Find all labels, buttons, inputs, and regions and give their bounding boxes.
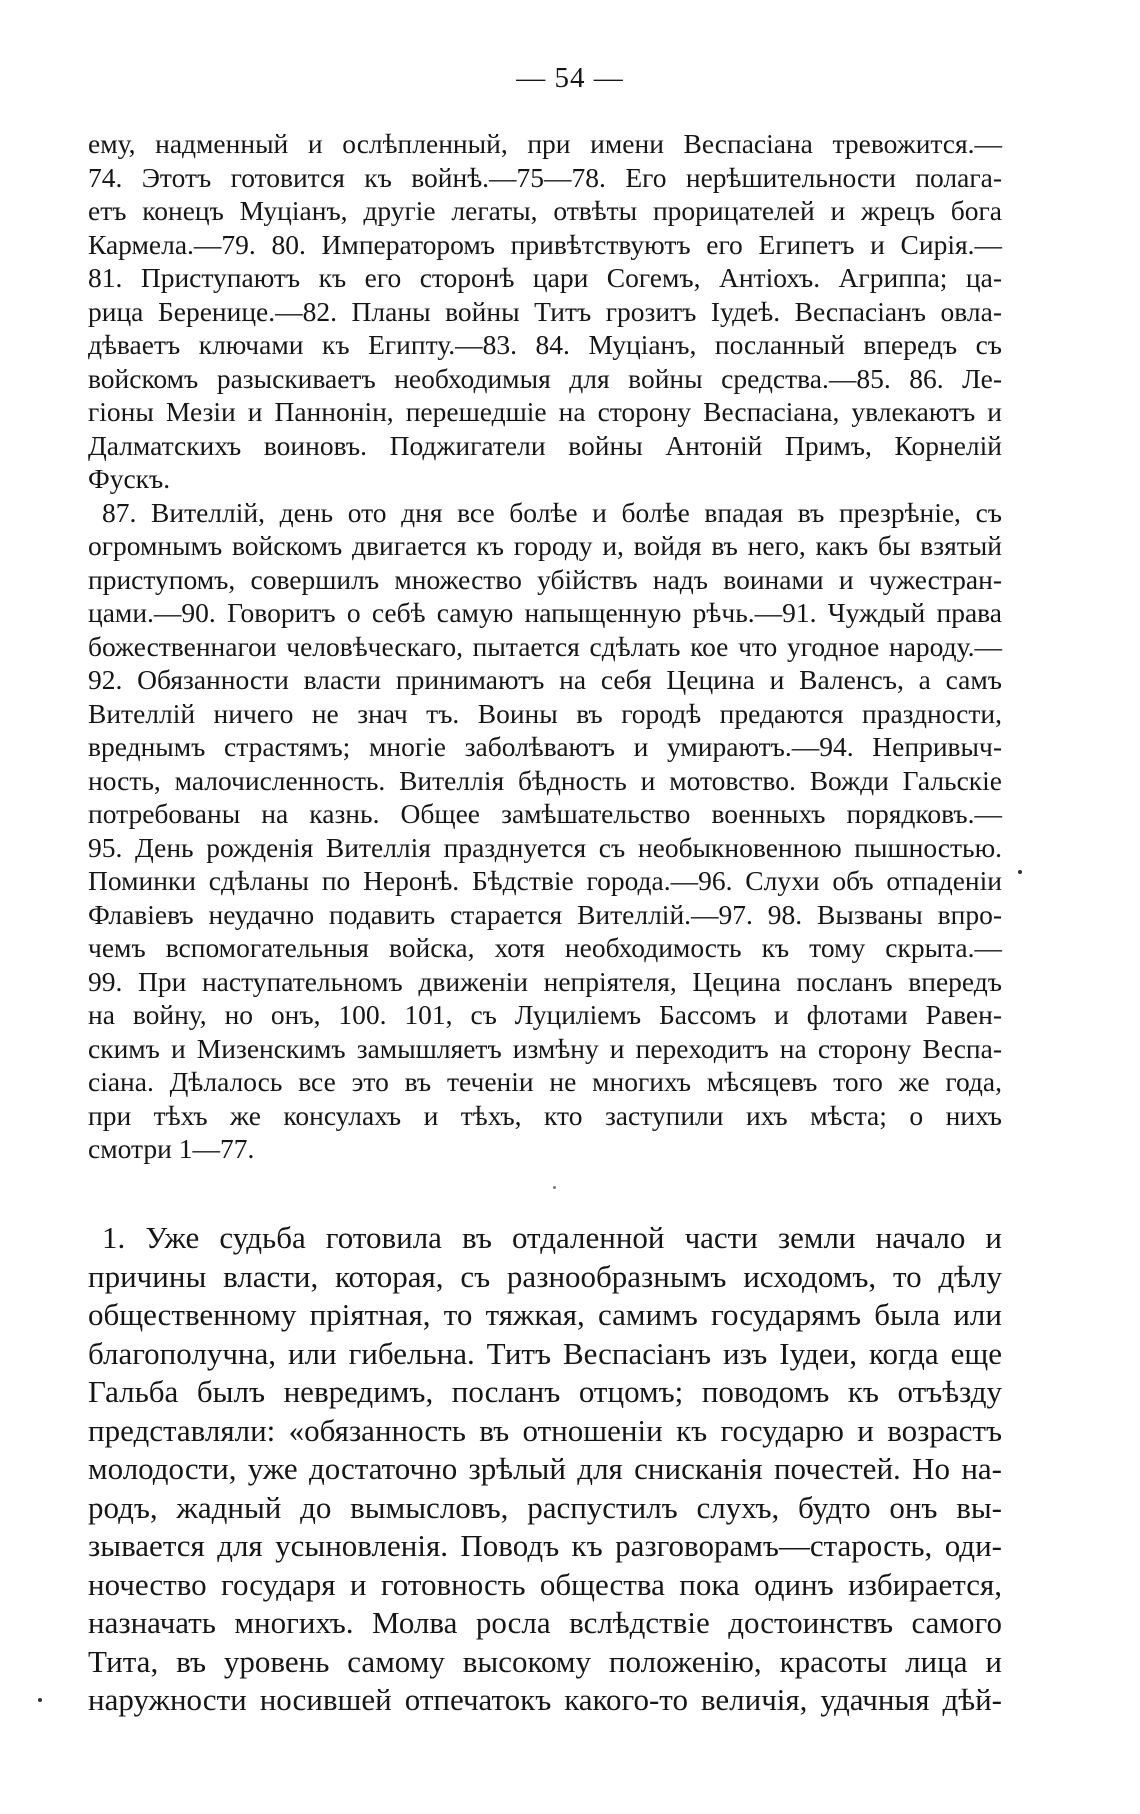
summary-line: гіоны Мезіи и Паннонін, перешедшіе на сторону Веспасіана, увлекаютъ и [88, 396, 1002, 427]
summary-line: дѣваетъ ключами къ Египту.—83. 84. Муціанъ, посланный впередъ съ [88, 329, 1002, 360]
body-line: Гальба былъ невредимъ, посланъ отцомъ; поводомъ къ отъѣзду [88, 1374, 1002, 1409]
page-number: — 54 — [516, 62, 624, 94]
summary-line: Фускъ. [88, 463, 171, 494]
body-line: наружности носившей отпечатокъ какого-то величія, удачныя дѣй- [88, 1682, 1002, 1717]
body-line: Тита, въ уровень самому высокому положенію, красоты лица и [88, 1643, 1002, 1679]
summary-line: Вителлій ничего не знач тъ. Воины въ городѣ предаются праздности, [88, 697, 1002, 729]
summary-line: 87. Вителлій, день ото дня все болѣе и болѣе впадая въ презрѣніе, съ [102, 496, 1002, 528]
summary-line: чемъ вспомогательныя войска, хотя необходимость къ тому скрыта.— [88, 932, 1002, 963]
body-line: общественному пріятная, то тяжкая, самимъ государямъ была или [88, 1297, 1002, 1332]
summary-line: потребованы на казнь. Общее замѣшательство военныхъ порядковъ.— [88, 798, 1002, 829]
summary-line: Флавіевъ неудачно подавить старается Вителлій.—97. 98. Вызваны впро- [88, 898, 1002, 930]
summary-line: цами.—90. Говоритъ о себѣ самую напыщенную рѣчь.—91. Чуждый права [88, 597, 1002, 628]
summary-line: при тѣхъ же консулахъ и тѣхъ, кто заступили ихъ мѣста; о нихъ [88, 1099, 1002, 1131]
summary-line: скимъ и Мизенскимъ замышляетъ измѣну и переходитъ на сторону Веспа- [88, 1032, 1002, 1064]
summary-line: огромнымъ войскомъ двигается къ городу и, войдя въ него, какъ бы взятый [88, 530, 1002, 561]
print-speck [1018, 870, 1022, 874]
summary-line: 81. Приступаютъ къ его сторонѣ цари Согемъ, Антіохъ. Агриппа; ца- [88, 262, 1002, 293]
body-line: причины власти, которая, съ разнообразнымъ исходомъ, то дѣлу [88, 1258, 1002, 1294]
summary-line: 99. При наступательномъ движеніи непріятеля, Цецина посланъ впередъ [88, 965, 1002, 997]
summary-line: ность, малочисленность. Вителлія бѣдность и мотовство. Вожди Гальскіе [88, 764, 1002, 796]
summary-line: 92. Обязанности власти принимаютъ на себя Цецина и Валенсъ, а самъ [88, 664, 1002, 695]
summary-line: 95. День рожденія Вителлія празднуется съ необыкновенною пышностью. [88, 831, 1002, 863]
body-line: назначать многихъ. Молва росла вслѣдствіе достоинствъ самого [88, 1605, 1002, 1640]
summary-line: Кармела.—79. 80. Императоромъ привѣтствуютъ его Египетъ и Сирія.— [88, 228, 1002, 260]
body-line: родъ, жадный до вымысловъ, распустилъ слухъ, будто онъ вы- [88, 1489, 1002, 1525]
summary-line: приступомъ, совершилъ множество убійствъ надъ воинами и чужестран- [88, 563, 1002, 595]
body-line: молодости, уже достаточно зрѣлый для снисканія почестей. Но на- [88, 1451, 1002, 1486]
body-line: благополучна, или гибельна. Титъ Веспасіанъ изъ Іудеи, когда еще [88, 1335, 1002, 1371]
summary-line: смотри 1—77. [88, 1133, 255, 1164]
summary-line: етъ конецъ Муціанъ, другіе легаты, отвѣты прорицателей и жрецъ бога [88, 195, 1002, 226]
summary-line: божественнагои человѣческаго, пытается сдѣлать кое что угодное народу.— [88, 630, 1002, 662]
summary-line: Далматскихъ воиновъ. Поджигатели войны Антоній Примъ, Корнелій [88, 429, 1002, 461]
summary-line: Поминки сдѣланы по Неронѣ. Бѣдствіе города.—96. Слухи объ отпаденіи [88, 865, 1002, 896]
body-line: 1. Уже судьба готовила въ отдаленной части земли начало и [102, 1220, 1002, 1255]
chapter-summary [88, 127, 1002, 1166]
summary-line: рица Беренице.—82. Планы войны Титъ грозитъ Іудеѣ. Веспасіанъ овла- [88, 295, 1002, 327]
body-line: зывается для усыновленія. Поводъ къ разговорамъ—старость, оди- [88, 1528, 1002, 1563]
body-line: ночество государя и готовность общества пока одинъ избирается, [88, 1566, 1002, 1602]
summary-line: ему, надменный и ослѣпленный, при имени Веспасіана тревожится.— [88, 128, 1002, 159]
summary-line: вреднымъ страстямъ; многіе заболѣваютъ и умираютъ.—94. Непривыч- [88, 731, 1002, 762]
summary-line: войскомъ разыскиваетъ необходимыя для войны средства.—85. 86. Ле- [88, 362, 1002, 394]
summary-line: на войну, но онъ, 100. 101, съ Луциліемъ Бассомъ и флотами Равен- [88, 999, 1002, 1030]
print-speck [553, 1186, 556, 1189]
chapter-body [88, 1219, 1002, 1720]
summary-line: 74. Этотъ готовится къ войнѣ.—75—78. Его нерѣшительности полага- [88, 161, 1002, 193]
body-line: представляли: «обязанность въ отношеніи къ государю и возрастъ [88, 1412, 1002, 1448]
print-speck [38, 1698, 42, 1702]
summary-line: сіана. Дѣлалось все это въ теченіи не многихъ мѣсяцевъ того же года, [88, 1066, 1002, 1097]
